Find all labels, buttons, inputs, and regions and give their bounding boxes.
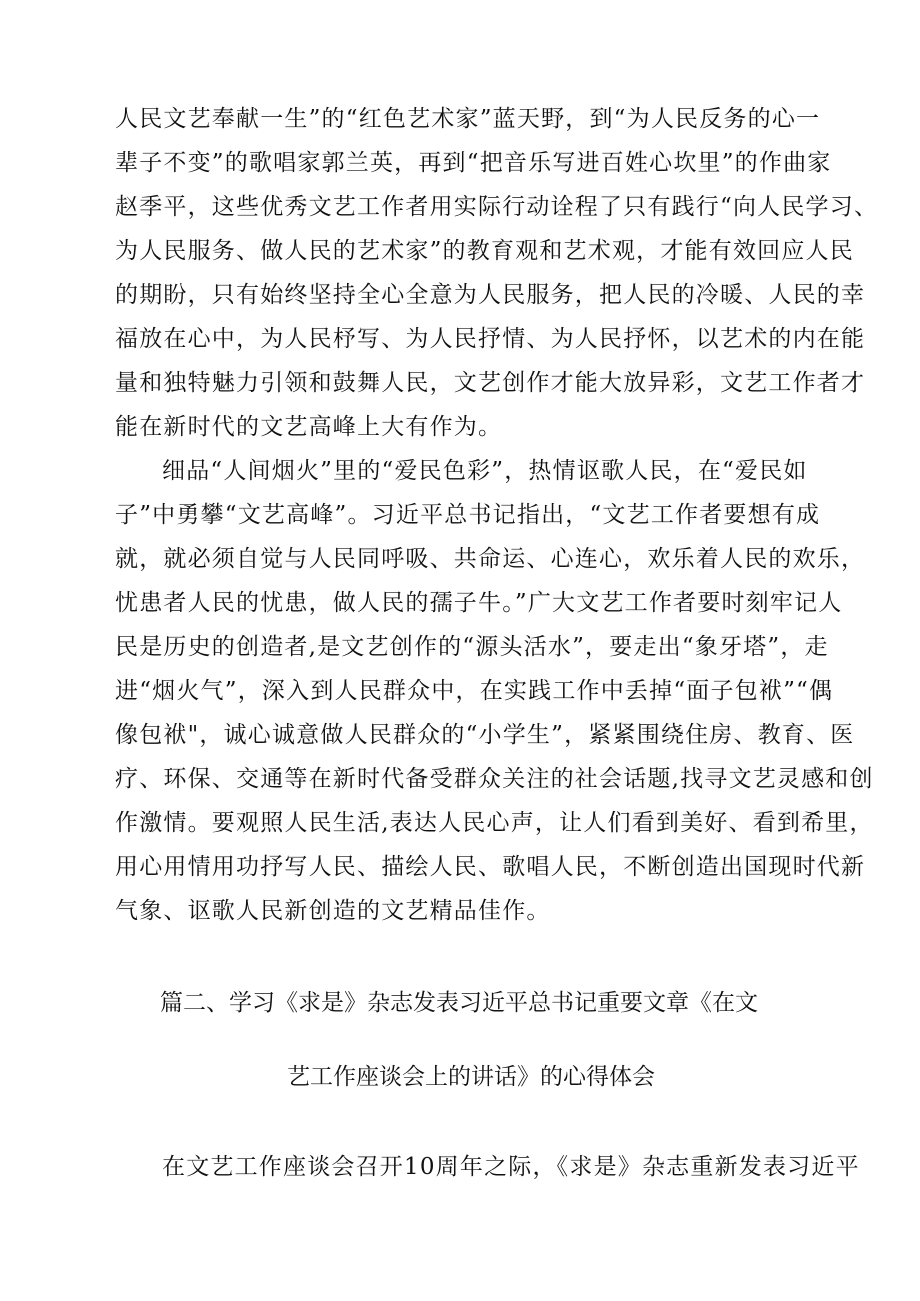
paragraph-line: 人民文艺奉献一生”的“红色艺术家”蓝天野，到“为人民反务的心一	[115, 106, 821, 132]
paragraph-line: 就，就必须自觉与人民同呼吸、共命运、心连心，欢乐着人民的欢乐，	[115, 546, 866, 572]
paragraph-line: 像包袱"，诚心诚意做人民群众的“小学生”，紧紧围绕住房、教育、医	[115, 722, 855, 748]
paragraph-line: 能在新时代的文艺高峰上大有作为。	[115, 414, 503, 440]
paragraph-line: 作激情。要观照人民生活,表达人民心声，让人们看到美好、看到希里，	[115, 810, 874, 836]
paragraph-line: 福放在心中，为人民杼写、为人民抒情、为人民抒怀，以艺术的内在能	[115, 326, 866, 352]
section-heading-line: 篇二、学习《求是》杂志发表习近平总书记重要文章《在文	[160, 990, 758, 1016]
paragraph-line: 的期盼，只有始终坚持全心全意为人民服务，把人民的冷暖、人民的幸	[115, 282, 866, 308]
paragraph-line: 用心用情用功抒写人民、描绘人民、歌唱人民，不断创造出国现时代新	[115, 854, 866, 880]
paragraph-line: 气象、讴歌人民新创造的文艺精品佳作。	[115, 898, 551, 924]
paragraph-line: 辈子不变”的歌唱家郭兰英，再到“把音乐写进百姓心坎里”的作曲家	[115, 150, 832, 176]
paragraph-line: 忧患者人民的忧患，做人民的孺子牛。”广大文艺工作者要时刻牢记人	[115, 590, 843, 616]
paragraph-line: 为人民服务、做人民的艺术家”的教育观和艺术观，才能有效回应人民	[115, 238, 854, 264]
paragraph-line: 在文艺工作座谈会召开10周年之际，《求是》杂志重新发表习近平	[162, 1154, 860, 1180]
paragraph-line: 子”中勇攀“文艺高峰”。习近平总书记指出，“文艺工作者要想有成	[115, 502, 821, 528]
paragraph-line: 进“烟火气”，深入到人民群众中，在实践工作中丢掉“面子包袱”“偶	[115, 678, 834, 704]
paragraph-line: 赵季平，这些优秀文艺工作者用实际行动诠程了只有践行“向人民学习、	[115, 194, 879, 220]
paragraph-line: 量和独特魅力引领和鼓舞人民，文艺创作才能大放异彩，文艺工作者才	[115, 370, 866, 396]
section-heading-line: 艺工作座谈会上的讲话》的心得体会	[287, 1064, 655, 1090]
paragraph-line: 细品“人间烟火”里的“爱民色彩”，热情讴歌人民，在“爱民如	[162, 458, 808, 484]
paragraph-line: 民是历史的创造者,是文艺创作的“源头活水”，要走出“象牙塔”，走	[115, 634, 829, 660]
paragraph-line: 疗、环保、交通等在新时代备受群众关注的社会话题,找寻文艺灵感和创	[115, 766, 874, 792]
